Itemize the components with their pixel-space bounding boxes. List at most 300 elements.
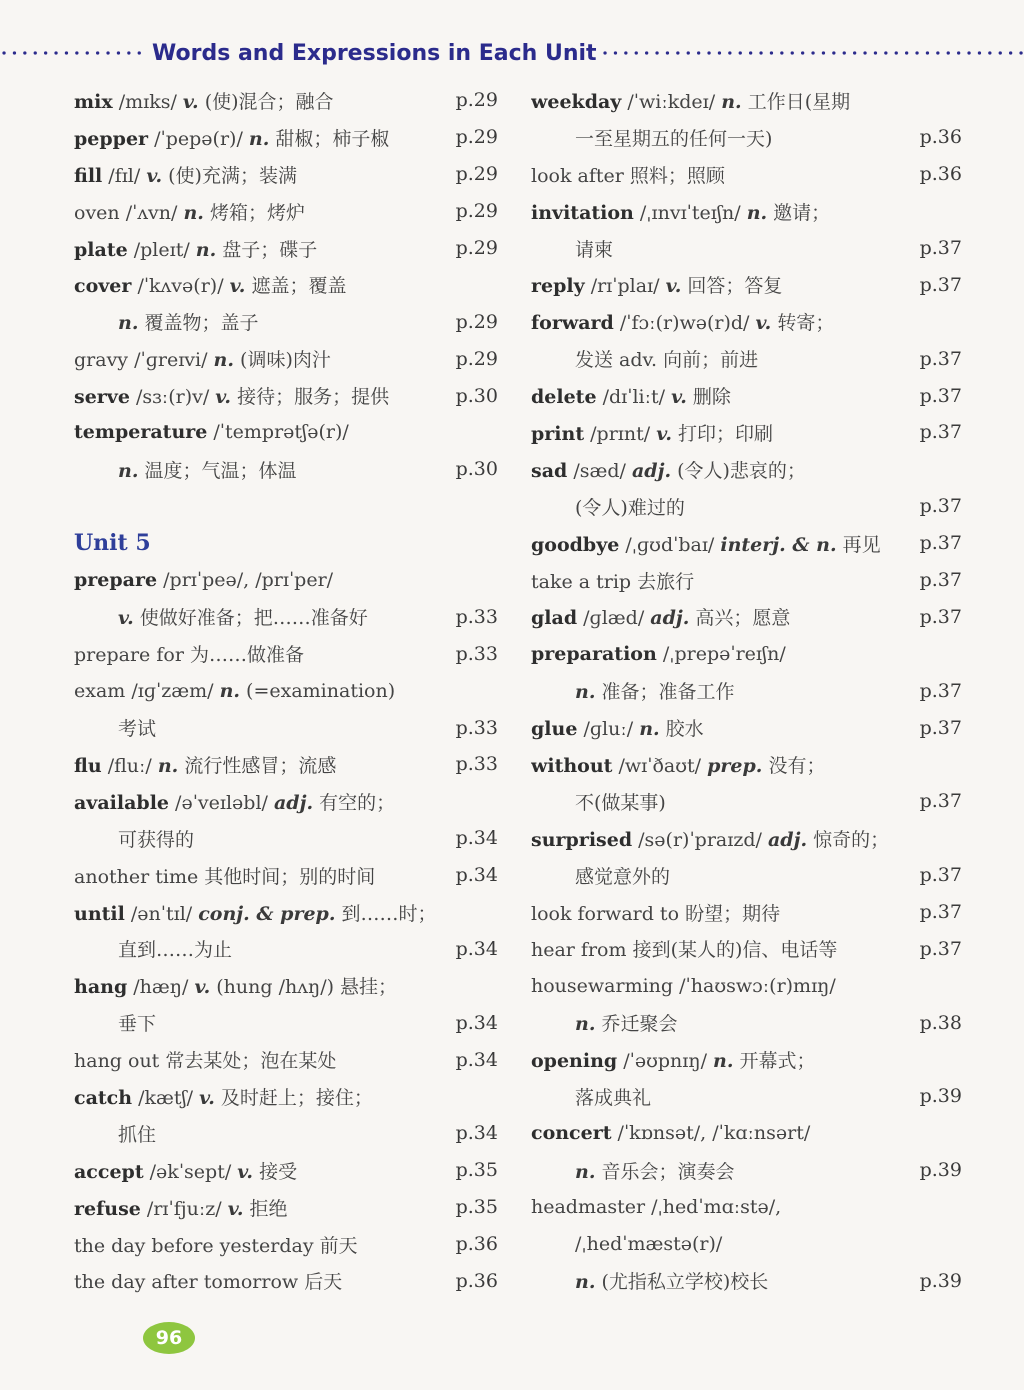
part-of-speech: v. bbox=[182, 90, 199, 113]
entry-body bbox=[531, 87, 962, 114]
vocab-entry bbox=[74, 672, 498, 709]
page-reference: p.29 bbox=[455, 126, 498, 149]
phrase: take a trip bbox=[531, 570, 632, 593]
right-word-column bbox=[531, 82, 962, 1299]
phrase: the day before yesterday bbox=[74, 1234, 314, 1257]
entry-body bbox=[74, 235, 456, 262]
part-of-speech: n. bbox=[219, 679, 240, 702]
headword: without bbox=[531, 754, 613, 777]
definition: 一至星期五的任何一天) bbox=[575, 127, 773, 150]
definition: 工作日(星期 bbox=[747, 90, 851, 113]
phonetic: /ˌɡʊdˈbaɪ/ bbox=[625, 533, 715, 556]
page-reference: p.30 bbox=[455, 384, 498, 407]
entry-body bbox=[74, 1194, 456, 1221]
headword: housewarming bbox=[531, 974, 674, 997]
definition: 回答；答复 bbox=[687, 275, 783, 298]
headword: headmaster bbox=[531, 1196, 646, 1219]
page-reference: p.37 bbox=[919, 495, 962, 518]
phrase: look after bbox=[531, 164, 624, 187]
entry-continuation bbox=[531, 230, 962, 267]
headword: exam bbox=[74, 679, 126, 702]
phrase: another time bbox=[74, 865, 199, 888]
phonetic: /dɪˈliːt/ bbox=[602, 386, 666, 409]
part-of-speech: v. bbox=[671, 386, 687, 409]
part-of-speech: n. bbox=[721, 90, 742, 113]
definition: 垂下 bbox=[118, 1013, 157, 1036]
vocab-entry bbox=[531, 709, 962, 746]
entry-body bbox=[531, 456, 962, 483]
part-of-speech: v. bbox=[199, 1086, 215, 1109]
entry-continuation bbox=[531, 1263, 962, 1300]
page-reference: p.29 bbox=[455, 163, 498, 186]
headword: surprised bbox=[531, 828, 633, 851]
left-word-column bbox=[74, 82, 498, 1299]
page-reference: p.37 bbox=[919, 605, 962, 628]
page-reference: p.33 bbox=[455, 605, 498, 628]
definition: 烤箱；烤炉 bbox=[209, 201, 305, 224]
vocab-entry bbox=[531, 193, 962, 230]
page-reference: p.35 bbox=[455, 1159, 498, 1182]
phrase: hear from bbox=[531, 939, 627, 962]
part-of-speech: n. bbox=[118, 459, 139, 482]
definition: (令人)悲哀的； bbox=[677, 459, 806, 482]
headword: reply bbox=[531, 275, 585, 298]
section-header bbox=[0, 36, 1024, 70]
page-reference: p.36 bbox=[455, 1269, 498, 1292]
phonetic: /ɪɡˈzæm/ bbox=[131, 679, 214, 702]
phonetic: /fluː/ bbox=[107, 754, 152, 777]
phrase-entry bbox=[74, 635, 498, 672]
vocab-entry bbox=[531, 820, 962, 857]
definition: (令人)难过的 bbox=[575, 496, 685, 519]
headword: cover bbox=[74, 275, 132, 298]
vocab-entry bbox=[531, 414, 962, 451]
definition: /ˌhedˈmæstə(r)/ bbox=[575, 1233, 723, 1256]
vocab-entry bbox=[74, 193, 498, 230]
definition: (使)混合；融合 bbox=[204, 90, 334, 113]
page-reference: p.29 bbox=[455, 347, 498, 370]
entry-continuation bbox=[531, 340, 962, 377]
definition: 流行性感冒；流感 bbox=[184, 754, 337, 777]
definition: 盼望；期待 bbox=[685, 902, 781, 925]
phonetic: /prɪnt/ bbox=[590, 422, 651, 445]
entry-continuation bbox=[531, 1152, 962, 1189]
page-reference: p.35 bbox=[455, 1196, 498, 1219]
entry-body bbox=[531, 271, 920, 298]
phonetic: /ˈhaʊswɔː(r)mɪŋ/ bbox=[679, 974, 836, 997]
vocab-entry bbox=[531, 1115, 962, 1152]
phonetic: /ˈkɒnsət/, /ˈkɑːnsərt/ bbox=[617, 1122, 811, 1145]
headword: pepper bbox=[74, 127, 149, 150]
part-of-speech: adj. bbox=[273, 791, 314, 814]
entry-body bbox=[74, 161, 456, 188]
phonetic: /ˈpepə(r)/ bbox=[154, 127, 243, 150]
page-reference: p.36 bbox=[455, 1233, 498, 1256]
phonetic: /kætʃ/ bbox=[138, 1086, 194, 1109]
part-of-speech: n. bbox=[248, 127, 270, 150]
headword: available bbox=[74, 791, 169, 814]
phonetic: /ənˈtɪl/ bbox=[130, 902, 193, 925]
page-reference: p.37 bbox=[919, 679, 962, 702]
part-of-speech: n. bbox=[575, 1013, 596, 1036]
headword: sad bbox=[531, 459, 568, 482]
entry-body bbox=[74, 271, 498, 298]
phonetic: /əˈveɪləbl/ bbox=[175, 791, 268, 814]
headword: forward bbox=[531, 312, 614, 335]
entry-body bbox=[74, 899, 498, 926]
vocab-entry bbox=[74, 414, 498, 451]
definition: 盘子；碟子 bbox=[222, 238, 318, 261]
part-of-speech: v. bbox=[656, 422, 672, 445]
definition: 温度；气温；体温 bbox=[144, 459, 297, 482]
headword: invitation bbox=[531, 201, 634, 224]
section-title: Words and Expressions in Each Unit bbox=[152, 40, 597, 66]
vocab-entry bbox=[531, 266, 962, 303]
vocab-entry bbox=[74, 340, 498, 377]
entry-body bbox=[531, 1122, 962, 1144]
vocab-entry bbox=[531, 303, 962, 340]
page-reference: p.30 bbox=[455, 458, 498, 481]
definition: 音乐会；演奏会 bbox=[601, 1160, 735, 1183]
page-reference: p.34 bbox=[455, 937, 498, 960]
page-reference: p.34 bbox=[455, 1048, 498, 1071]
vocab-entry bbox=[74, 1189, 498, 1226]
phonetic: /ˌɪnvɪˈteɪʃn/ bbox=[639, 201, 741, 224]
page-reference: p.33 bbox=[455, 716, 498, 739]
phonetic: /sæd/ bbox=[573, 459, 626, 482]
part-of-speech: v. bbox=[146, 164, 163, 187]
part-of-speech: conj. & prep. bbox=[198, 902, 336, 925]
entry-continuation bbox=[74, 1115, 498, 1152]
entry-continuation bbox=[74, 451, 498, 488]
definition: 其他时间；别的时间 bbox=[204, 865, 376, 888]
page-reference: p.37 bbox=[919, 421, 962, 444]
definition: 再见 bbox=[842, 533, 881, 556]
vocab-entry bbox=[531, 1041, 962, 1078]
headword: serve bbox=[74, 386, 130, 409]
phrase-entry bbox=[531, 930, 962, 967]
entry-body bbox=[74, 1083, 498, 1110]
definition: (=examination) bbox=[246, 679, 396, 702]
headword: oven bbox=[74, 201, 120, 224]
entry-body bbox=[531, 751, 962, 778]
page-reference: p.37 bbox=[919, 384, 962, 407]
definition: 有空的； bbox=[319, 791, 396, 814]
vocab-entry bbox=[74, 894, 498, 931]
part-of-speech: n. bbox=[713, 1050, 734, 1073]
phrase-entry bbox=[74, 1041, 498, 1078]
part-of-speech: adj. bbox=[767, 828, 808, 851]
page-reference: p.38 bbox=[919, 1011, 962, 1034]
entry-body bbox=[531, 419, 920, 446]
page-reference: p.37 bbox=[919, 273, 962, 296]
phonetic: /rɪˈfjuːz/ bbox=[146, 1197, 222, 1220]
page-reference: p.33 bbox=[455, 753, 498, 776]
entry-continuation bbox=[531, 1004, 962, 1041]
entry-continuation bbox=[74, 820, 498, 857]
vocab-entry bbox=[74, 1078, 498, 1115]
entry-body bbox=[531, 603, 920, 630]
entry-body bbox=[74, 569, 498, 591]
definition: 接到(某人的)信、电话等 bbox=[632, 939, 838, 962]
headword: catch bbox=[74, 1086, 133, 1109]
vocab-entry bbox=[531, 746, 962, 783]
part-of-speech: n. bbox=[183, 201, 204, 224]
entry-body bbox=[531, 308, 962, 335]
entry-body bbox=[74, 751, 456, 778]
page-reference: p.39 bbox=[919, 1085, 962, 1108]
page-reference: p.37 bbox=[919, 347, 962, 370]
phonetic: /ˌprepəˈreɪʃn/ bbox=[662, 642, 786, 665]
headword: plate bbox=[74, 238, 128, 261]
phonetic: /hæŋ/ bbox=[133, 976, 189, 999]
definition: 接受 bbox=[259, 1160, 298, 1183]
headword: flu bbox=[74, 754, 102, 777]
entry-continuation bbox=[74, 1004, 498, 1041]
definition: 覆盖物；盖子 bbox=[144, 312, 259, 335]
headword: preparation bbox=[531, 642, 657, 665]
part-of-speech: adj. bbox=[650, 607, 690, 630]
vocab-entry bbox=[74, 562, 498, 599]
unit-title: Unit 5 bbox=[74, 530, 151, 557]
entry-body bbox=[74, 382, 456, 409]
phonetic: /ˈəʊpnɪŋ/ bbox=[623, 1050, 707, 1073]
definition: 胶水 bbox=[665, 718, 704, 741]
unit-heading bbox=[74, 525, 498, 562]
phonetic: /ˈfɔː(r)wə(r)d/ bbox=[619, 312, 750, 335]
definition: (调味)肉汁 bbox=[240, 349, 331, 372]
part-of-speech: n. bbox=[195, 238, 217, 261]
page-reference: p.29 bbox=[455, 200, 498, 223]
part-of-speech: v. bbox=[229, 275, 246, 298]
part-of-speech: interj. & n. bbox=[720, 533, 837, 556]
vocab-entry bbox=[74, 156, 498, 193]
headword: opening bbox=[531, 1050, 618, 1073]
entry-continuation bbox=[74, 303, 498, 340]
definition: 甜椒；柿子椒 bbox=[275, 127, 390, 150]
headword: concert bbox=[531, 1122, 612, 1145]
part-of-speech: n. bbox=[639, 718, 660, 741]
headword: temperature bbox=[74, 421, 208, 444]
part-of-speech: n. bbox=[213, 349, 234, 372]
phonetic: /wɪˈðaʊt/ bbox=[618, 754, 702, 777]
headword: prepare bbox=[74, 569, 158, 592]
headword: glue bbox=[531, 718, 578, 741]
phonetic: /rɪˈplaɪ/ bbox=[590, 275, 660, 298]
definition: 照料；照顾 bbox=[629, 164, 725, 187]
part-of-speech: v. bbox=[215, 386, 232, 409]
entry-body bbox=[531, 975, 962, 997]
part-of-speech: n. bbox=[575, 1160, 596, 1183]
definition: 直到……为止 bbox=[118, 939, 233, 962]
vocab-entry bbox=[74, 1152, 498, 1189]
headword: goodbye bbox=[531, 533, 620, 556]
entry-body bbox=[74, 972, 498, 999]
page-reference: p.37 bbox=[919, 237, 962, 259]
entry-body bbox=[531, 530, 920, 557]
page-reference: p.37 bbox=[919, 790, 962, 813]
page-reference: p.34 bbox=[455, 827, 498, 850]
page-reference: p.29 bbox=[455, 89, 498, 112]
vocab-entry bbox=[531, 377, 962, 414]
definition: 邀请； bbox=[773, 201, 831, 224]
entry-body bbox=[74, 124, 456, 151]
vocab-entry bbox=[74, 266, 498, 303]
entry-body bbox=[74, 345, 456, 372]
phrase-entry bbox=[531, 894, 962, 931]
definition: 乔迁聚会 bbox=[601, 1013, 678, 1036]
vocab-entry bbox=[74, 377, 498, 414]
page-reference: p.33 bbox=[455, 642, 498, 665]
page-reference: p.36 bbox=[919, 126, 962, 149]
definition: 落成典礼 bbox=[575, 1086, 652, 1109]
page-reference: p.36 bbox=[919, 163, 962, 186]
phonetic: /ˈɡreɪvi/ bbox=[134, 349, 208, 372]
entry-body bbox=[531, 825, 962, 852]
page-reference: p.37 bbox=[919, 716, 962, 739]
definition: 使做好准备；把……准备好 bbox=[139, 607, 368, 630]
page-reference: p.29 bbox=[455, 310, 498, 333]
phonetic: /pleɪt/ bbox=[133, 238, 190, 261]
vocab-entry bbox=[74, 230, 498, 267]
headword: accept bbox=[74, 1160, 144, 1183]
page-reference: p.34 bbox=[455, 1011, 498, 1034]
headword: weekday bbox=[531, 90, 622, 113]
entry-body bbox=[74, 421, 498, 443]
phonetic: /ˈʌvn/ bbox=[125, 201, 178, 224]
entry-body bbox=[531, 1046, 962, 1073]
part-of-speech: v. bbox=[237, 1160, 254, 1183]
phrase: look forward to bbox=[531, 902, 680, 925]
vocab-entry bbox=[74, 119, 498, 156]
definition: 打印；印刷 bbox=[678, 422, 774, 445]
definition: 及时赶上；接住； bbox=[220, 1086, 373, 1109]
phonetic: /prɪˈpeə/, /prɪˈper/ bbox=[163, 569, 334, 592]
entry-continuation bbox=[531, 119, 962, 156]
page-reference: p.39 bbox=[919, 1269, 962, 1292]
entry-continuation bbox=[531, 672, 962, 709]
vocab-entry bbox=[531, 635, 962, 672]
part-of-speech: n. bbox=[157, 754, 179, 777]
phonetic: /fɪl/ bbox=[108, 164, 141, 187]
definition: 抓住 bbox=[118, 1123, 157, 1146]
vocab-entry bbox=[74, 746, 498, 783]
definition: 遮盖；覆盖 bbox=[251, 275, 347, 298]
headword: glad bbox=[531, 607, 578, 630]
headword: hang bbox=[74, 976, 128, 999]
part-of-speech: v. bbox=[227, 1197, 244, 1220]
vocab-entry bbox=[74, 82, 498, 119]
headword: delete bbox=[531, 386, 597, 409]
headword: print bbox=[531, 422, 585, 445]
page-reference: p.37 bbox=[919, 901, 962, 924]
phrase-entry bbox=[74, 1226, 498, 1263]
entry-body bbox=[531, 714, 920, 741]
page-reference: p.37 bbox=[919, 937, 962, 960]
vocab-entry bbox=[531, 525, 962, 562]
part-of-speech: v. bbox=[755, 312, 772, 335]
definition: 不(做某事) bbox=[575, 791, 666, 814]
definition: 拒绝 bbox=[249, 1197, 288, 1220]
part-of-speech: adj. bbox=[631, 459, 672, 482]
phonetic: /ˈtemprətʃə(r)/ bbox=[213, 421, 349, 444]
vocab-entry bbox=[531, 967, 962, 1004]
entry-continuation bbox=[531, 488, 962, 525]
phrase: the day after tomorrow bbox=[74, 1271, 299, 1294]
phrase-entry bbox=[74, 1263, 498, 1300]
phrase-entry bbox=[531, 562, 962, 599]
page-reference: p.37 bbox=[919, 532, 962, 555]
phonetic: /ɡlæd/ bbox=[583, 607, 645, 630]
definition: 到……时； bbox=[341, 902, 437, 925]
dotted-rule-right bbox=[601, 48, 1024, 58]
definition: 请柬 bbox=[575, 238, 614, 261]
definition: 删除 bbox=[692, 386, 731, 409]
entry-continuation bbox=[74, 709, 498, 746]
vocab-entry bbox=[74, 967, 498, 1004]
part-of-speech: n. bbox=[575, 1271, 596, 1294]
part-of-speech: n. bbox=[118, 312, 139, 335]
definition: 可获得的 bbox=[118, 828, 195, 851]
page-reference: p.37 bbox=[919, 569, 962, 592]
part-of-speech: v. bbox=[665, 275, 682, 298]
vocab-entry bbox=[531, 82, 962, 119]
headword: fill bbox=[74, 164, 103, 187]
definition: 惊奇的； bbox=[813, 828, 890, 851]
entry-continuation bbox=[531, 1226, 962, 1263]
entry-continuation bbox=[531, 857, 962, 894]
part-of-speech: n. bbox=[746, 201, 768, 224]
part-of-speech: v. bbox=[194, 976, 211, 999]
entry-body bbox=[531, 198, 962, 225]
headword: until bbox=[74, 902, 125, 925]
definition: 常去某处；泡在某处 bbox=[165, 1050, 337, 1073]
dotted-rule-left bbox=[0, 48, 148, 58]
definition: 接待；服务；提供 bbox=[237, 386, 390, 409]
definition: 准备；准备工作 bbox=[601, 681, 735, 704]
phonetic: /ˌhedˈmɑːstə/, bbox=[651, 1196, 782, 1219]
entry-body bbox=[74, 680, 498, 702]
entry-continuation bbox=[74, 598, 498, 635]
phonetic: /ˈkʌvə(r)/ bbox=[137, 275, 224, 298]
entry-continuation bbox=[531, 783, 962, 820]
definition: 感觉意外的 bbox=[575, 865, 671, 888]
page-reference: p.34 bbox=[455, 1122, 498, 1145]
page-reference: p.34 bbox=[455, 864, 498, 887]
vocab-entry bbox=[74, 783, 498, 820]
headword: refuse bbox=[74, 1197, 141, 1220]
entry-body bbox=[74, 1157, 456, 1184]
definition: (使)充满；装满 bbox=[168, 164, 297, 187]
entry-body bbox=[74, 198, 456, 225]
page-reference: p.39 bbox=[919, 1159, 962, 1182]
phonetic: /ɡluː/ bbox=[583, 718, 634, 741]
phrase: hang out bbox=[74, 1050, 160, 1073]
entry-body bbox=[74, 87, 456, 114]
vocab-entry bbox=[531, 1189, 962, 1226]
part-of-speech: n. bbox=[575, 681, 596, 704]
vocab-entry bbox=[531, 451, 962, 488]
definition: 转寄； bbox=[777, 312, 835, 335]
phonetic: /əkˈsept/ bbox=[149, 1160, 232, 1183]
headword: gravy bbox=[74, 349, 129, 372]
vocab-entry bbox=[531, 598, 962, 635]
definition: 没有； bbox=[768, 754, 826, 777]
phonetic: /mɪks/ bbox=[118, 90, 177, 113]
phonetic: /ˈwiːkdeɪ/ bbox=[627, 90, 716, 113]
definition: 去旅行 bbox=[637, 570, 695, 593]
definition: 开幕式； bbox=[739, 1050, 816, 1073]
